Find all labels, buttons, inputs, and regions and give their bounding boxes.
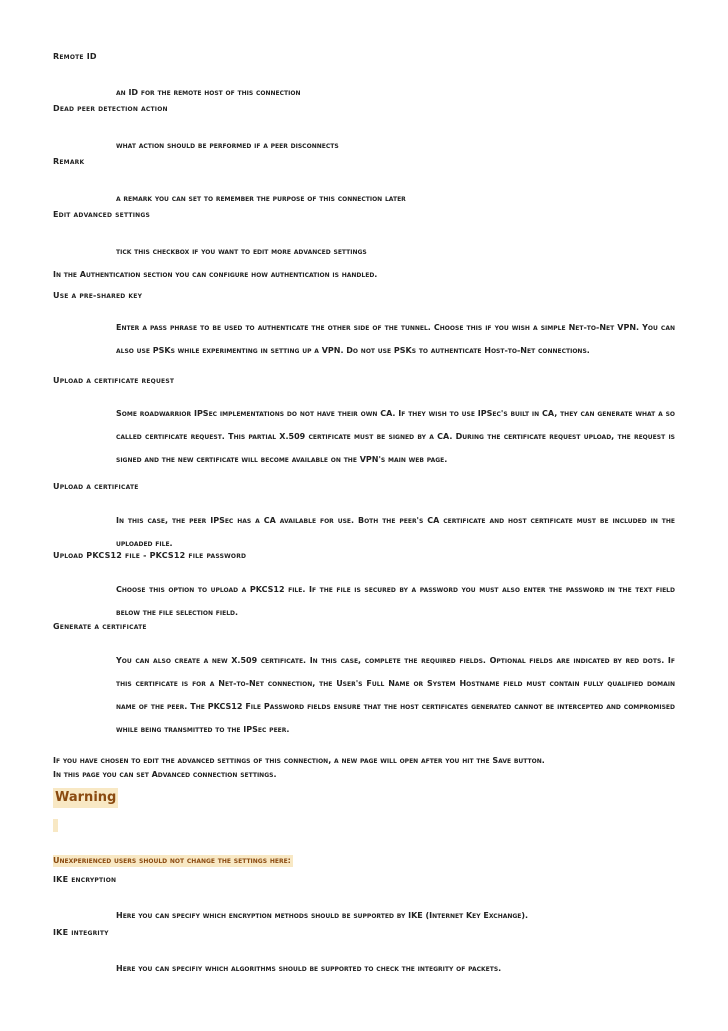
term-ike-integrity: IKE integrity [53,928,109,937]
term-edit-advanced: Edit advanced settings [53,210,150,219]
term-remote-id: Remote ID [53,52,97,61]
term-pre-shared-key: Use a pre-shared key [53,291,143,300]
desc-pre-shared-key: Enter a pass phrase to be used to authenticate the other side of the tunnel. Choose this if you wish a simple Net-to-Net VPN. You can also use PSKs while experimenting in setting up a VPN. Do not use PSKs to authenticate Host-to-Net connections. [116,323,675,355]
warning-title: Warning [53,788,118,808]
term-generate-certificate: Generate a certificate [53,622,147,631]
desc-generate-certificate: You can also create a new X.509 certificate. In this case, complete the required fields. Optional fields are indicated by red dots. If this certificate is for a Net-to-Net connection, the User's Full Name or System Hostname field must contain fully qualified domain name of the peer. The PKCS12 File Password fields ensure that the host certificates generated cannot be intercepted and compromised while being transmitted to the IPSec peer. [116,656,675,734]
term-ike-encryption: IKE encryption [53,875,117,884]
term-upload-certificate: Upload a certificate [53,482,139,491]
term-dead-peer-detection: Dead peer detection action [53,104,168,113]
desc-upload-cert-request: Some roadwarrior IPSec implementations do not have their own CA. If they wish to use IPSec's built in CA, they can generate what a so called certificate request. This partial X.509 certificate must be signed by a CA. During the certificate request upload, the request is signed and the new certificate will become available on the VPN's main web page. [116,409,675,464]
desc-edit-advanced: tick this checkbox if you want to edit more advanced settings [116,247,367,256]
term-remark: Remark [53,157,85,166]
desc-dead-peer-detection: what action should be performed if a peer disconnects [116,141,339,150]
desc-remark: a remark you can set to remember the purpose of this connection later [116,194,406,203]
advanced-paragraph-2: In this page you can set Advanced connection settings. [53,770,277,779]
desc-remote-id: an ID for the remote host of this connection [116,88,301,97]
auth-intro: In the Authentication section you can configure how authentication is handled. [53,270,378,279]
desc-ike-integrity: Here you can specifiy which algorithms should be supported to check the integrity of packets. [116,964,502,973]
term-upload-cert-request: Upload a certificate request [53,376,175,385]
warning-marker [53,819,58,832]
desc-ike-encryption: Here you can specify which encryption methods should be supported by IKE (Internet Key Exchange). [116,911,529,920]
advanced-paragraph-1: If you have chosen to edit the advanced settings of this connection, a new page will open after you hit the Save button. [53,756,545,765]
desc-upload-certificate: In this case, the peer IPSec has a CA available for use. Both the peer's CA certificate and host certificate must be included in the uploaded file. [116,516,675,548]
warning-text: Unexperienced users should not change the settings here: [53,856,291,865]
desc-upload-pkcs12: Choose this option to upload a PKCS12 file. If the file is secured by a password you must also enter the password in the text field below the file selection field. [116,585,675,617]
term-upload-pkcs12: Upload PKCS12 file - PKCS12 file password [53,551,247,560]
